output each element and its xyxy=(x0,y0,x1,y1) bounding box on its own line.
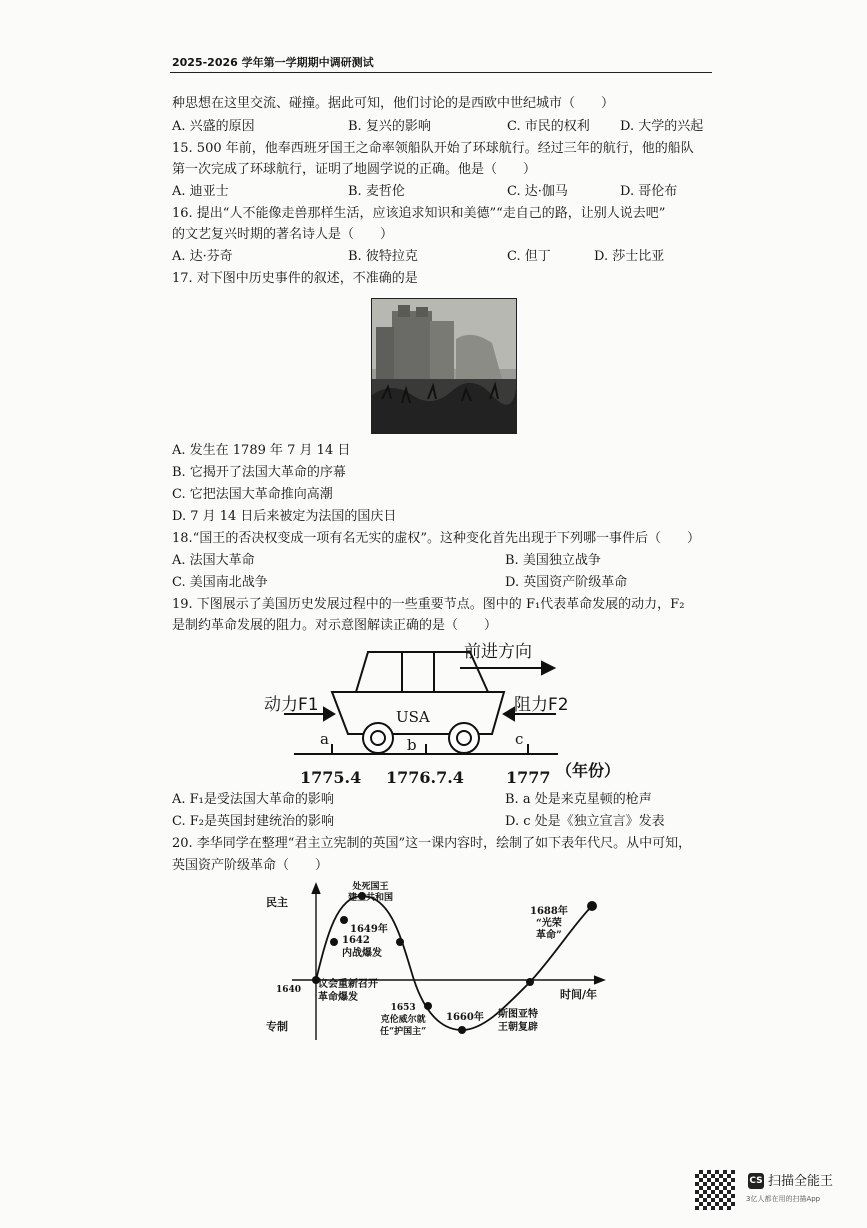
ann-kill-king: 处死国王 建立共和国 xyxy=(348,882,394,903)
q14-option-d: D. 大学的兴起 xyxy=(620,119,704,134)
header-rule xyxy=(170,72,712,73)
q15-option-d: D. 哥伦布 xyxy=(620,184,678,199)
q14-option-b: B. 复兴的影响 xyxy=(348,119,431,134)
q16-option-b: B. 彼特拉克 xyxy=(348,249,418,264)
q15-option-b: B. 麦哲伦 xyxy=(348,184,405,199)
ann-restore: 斯图亚特 王朝复辟 xyxy=(498,1009,538,1033)
axis-top-label: 民主 xyxy=(266,896,288,909)
camscanner-logo-icon: CS xyxy=(748,1173,764,1189)
ann-1649: 1649年 xyxy=(350,924,388,935)
q14-option-c: C. 市民的权利 xyxy=(507,119,590,134)
point-c: c xyxy=(515,730,524,748)
q17-option-c: C. 它把法国大革命推向高潮 xyxy=(172,487,333,502)
point-b: b xyxy=(407,736,417,754)
q19-stem-1: 19. 下图展示了美国历史发展过程中的一些重要节点。图中的 F₁代表革命发展的动力，F₂ xyxy=(172,597,685,612)
force2-label: 阻力F2 xyxy=(514,695,569,715)
q17-stem: 17. 对下图中历史事件的叙述，不准确的是 xyxy=(172,271,418,286)
q15-option-a: A. 迪亚士 xyxy=(172,184,229,199)
q16-option-a: A. 达·芬奇 xyxy=(172,249,233,264)
year-b: 1776.7.4 xyxy=(386,768,464,787)
scanner-tagline: 3亿人都在用的扫描App xyxy=(746,1195,821,1203)
year-a: 1775.4 xyxy=(300,768,362,787)
direction-label: 前进方向 xyxy=(464,642,532,662)
ann-1642: 1642 内战爆发 xyxy=(342,935,382,959)
q20-stem-2: 英国资产阶级革命（ ） xyxy=(172,858,329,873)
axis-x-label: 时间/年 xyxy=(560,988,598,1001)
q18-option-b: B. 美国独立战争 xyxy=(505,553,601,568)
ann-1640: 议会重新召开 革命爆发 xyxy=(318,979,378,1003)
usa-car-diagram xyxy=(260,634,640,794)
q18-stem: 18.“国王的否决权变成一项有名无实的虚权”。这种变化首先出现于下列哪一事件后（ ） xyxy=(172,531,700,546)
q16-option-c: C. 但丁 xyxy=(507,249,551,264)
q16-stem-1: 16. 提出“人不能像走兽那样生活，应该追求知识和美德”“走自己的路，让别人说去吧” xyxy=(172,206,666,221)
axis-start-year: 1640 xyxy=(276,985,302,995)
qr-code-icon xyxy=(695,1170,735,1210)
year-c: 1777 xyxy=(506,768,551,787)
q16-option-d: D. 莎士比亚 xyxy=(594,249,665,264)
q19-stem-2: 是制约革命发展的阻力。对示意图解读正确的是（ ） xyxy=(172,618,498,633)
q15-stem-2: 第一次完成了环球航行，证明了地圆学说的正确。他是（ ） xyxy=(172,162,537,177)
q19-option-d: D. c 处是《独立宣言》发表 xyxy=(505,814,665,829)
ann-1653: 1653 克伦威尔就 任“护国主” xyxy=(380,1003,427,1037)
q19-option-a: A. F₁是受法国大革命的影响 xyxy=(172,792,334,807)
q15-stem-1: 15. 500 年前，他奉西班牙国王之命率领船队开始了环球航行。经过三年的航行，他的船队 xyxy=(172,141,694,156)
q18-option-d: D. 英国资产阶级革命 xyxy=(505,575,628,590)
q17-option-b: B. 它揭开了法国大革命的序幕 xyxy=(172,465,346,480)
q19-option-b: B. a 处是来克星顿的枪声 xyxy=(505,792,652,807)
point-a: a xyxy=(320,730,329,748)
q19-option-c: C. F₂是英国封建统治的影响 xyxy=(172,814,334,829)
year-unit: （年份） xyxy=(556,761,621,780)
ann-1688: 1688年 “光荣 革命” xyxy=(530,906,568,941)
q14-option-a: A. 兴盛的原因 xyxy=(172,119,255,134)
q15-option-c: C. 达·伽马 xyxy=(507,184,568,199)
q20-stem-1: 20. 李华同学在整理“君主立宪制的英国”这一课内容时，绘制了如下表年代尺。从中可知， xyxy=(172,836,692,851)
axis-bottom-label: 专制 xyxy=(266,1020,288,1033)
q18-option-a: A. 法国大革命 xyxy=(172,553,255,568)
q16-stem-2: 的文艺复兴时期的著名诗人是（ ） xyxy=(172,227,394,242)
bastille-engraving-image xyxy=(371,298,517,434)
england-timeline-chart xyxy=(262,878,612,1046)
ann-1660: 1660年 xyxy=(446,1012,484,1023)
force1-label: 动力F1 xyxy=(264,695,319,715)
q17-option-a: A. 发生在 1789 年 7 月 14 日 xyxy=(172,443,351,458)
car-label: USA xyxy=(396,708,430,726)
q14-stem: 种思想在这里交流、碰撞。据此可知，他们讨论的是西欧中世纪城市（ ） xyxy=(172,96,615,111)
q18-option-c: C. 美国南北战争 xyxy=(172,575,268,590)
q17-option-d: D. 7 月 14 日后来被定为法国的国庆日 xyxy=(172,509,397,524)
scanner-brand: 扫描全能王 xyxy=(768,1174,834,1189)
page-header: 2025-2026 学年第一学期期中调研测试 xyxy=(172,56,374,69)
